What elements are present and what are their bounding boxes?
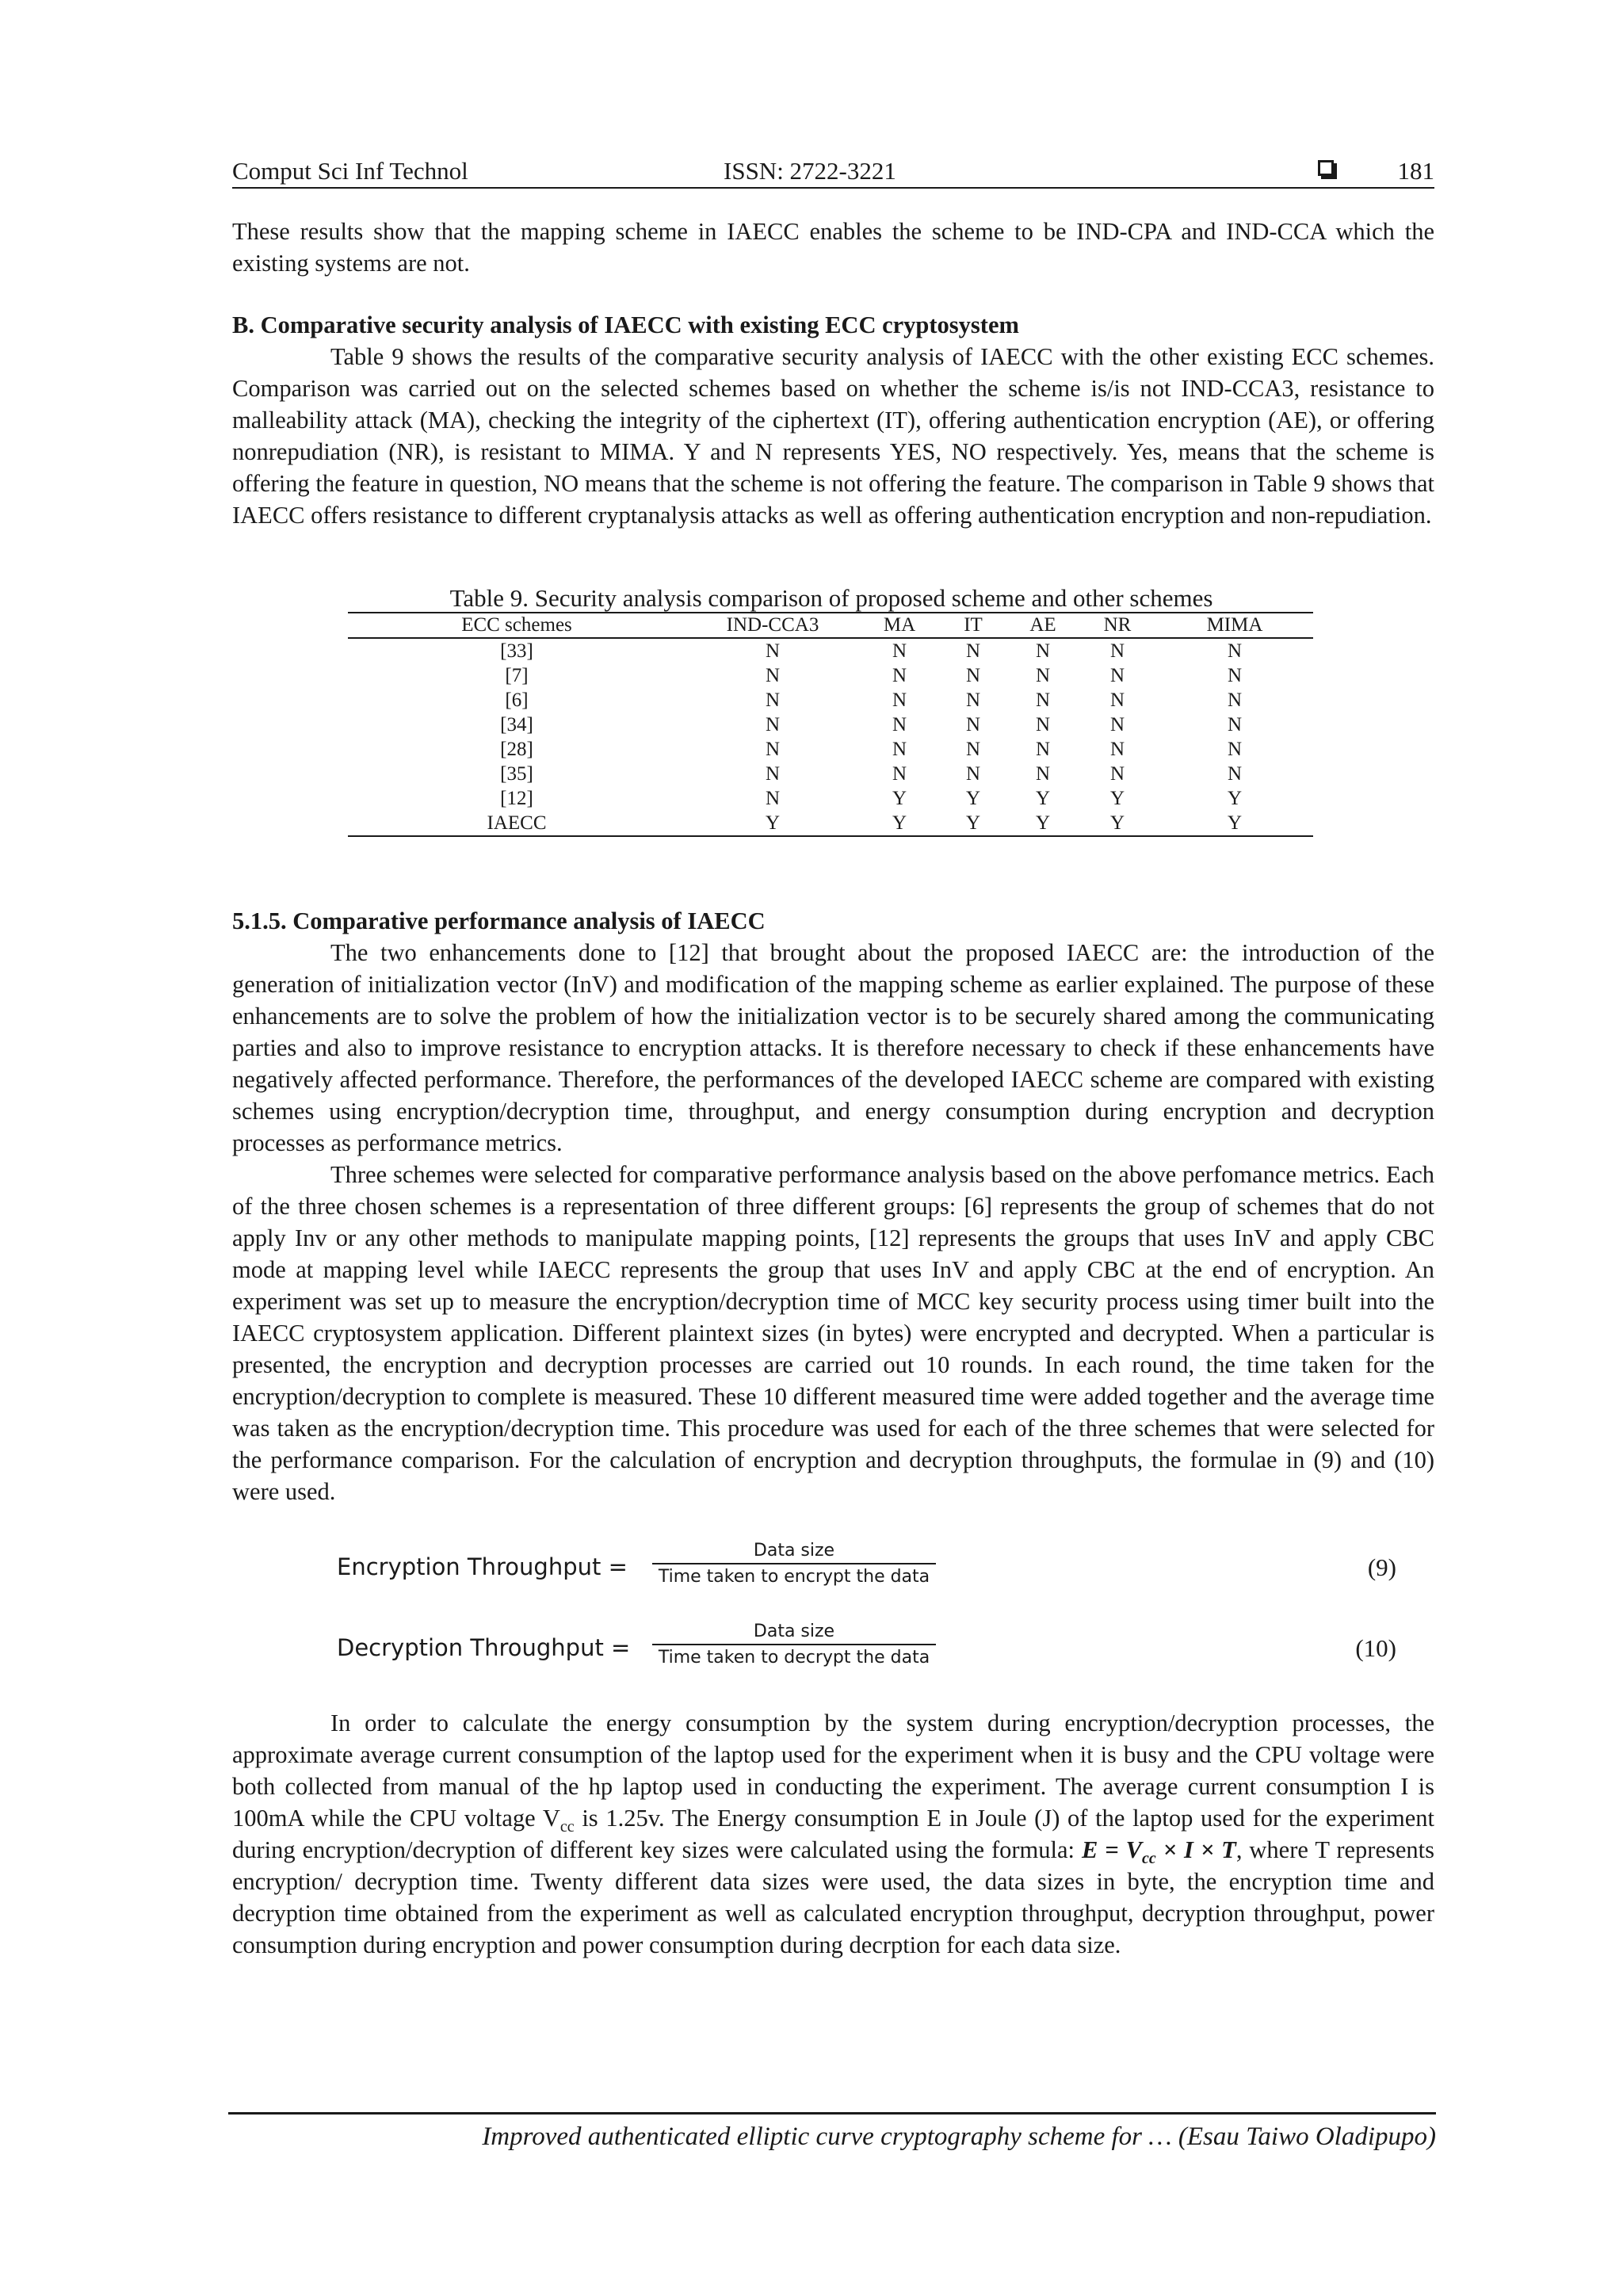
col-header: IND-CCA3 [685,613,860,638]
scheme-cell: [35] [500,762,533,785]
equation-fraction [652,1620,936,1671]
table-row [348,737,1313,762]
scheme-cell: [33] [500,640,533,662]
subscript-cc: cc [559,1818,575,1836]
section-515-heading: 5.1.5. Comparative performance analysis of IAECC [232,907,766,934]
scheme-cell: IAECC [348,811,685,836]
scheme-cell: [12] [500,787,533,809]
col-header: ECC schemes [348,613,685,638]
table-row [348,712,1313,737]
feature-cell: N [1035,689,1051,711]
feature-cell: N [1035,640,1051,662]
table-row [348,688,1313,712]
feature-cell: N [765,664,781,686]
footer-text: Improved authenticated elliptic curve cryptography scheme for … (Esau Taiwo Oladipupo) [482,2122,1436,2151]
feature-cell: N [892,689,907,711]
formula-subscript: cc [1141,1850,1156,1868]
scheme-cell: [34] [500,713,533,735]
feature-cell: N [1227,738,1243,760]
feature-cell: N [892,664,907,686]
feature-cell: N [1227,640,1243,662]
page [232,151,1434,1961]
feature-cell: N [1109,738,1125,760]
square-icon [1318,160,1334,176]
col-header: MA [860,613,939,638]
energy-text: In order to calculate the energy consumption by the system during encryption/decryption processes, the approximate average current consumption of the laptop used for the experiment when it is busy and the CPU voltage were both collected from manual of the hp laptop used in conducting the experiment. The average current consumption I is 100mA while the CPU voltage V [232,1710,1434,1832]
equation-denominator: Time taken to encrypt the data [658,1567,930,1587]
equation-numerator: Data size [652,1620,936,1645]
energy-formula [1081,1836,1236,1868]
feature-cell: N [765,762,781,785]
feature-cell: N [765,640,781,662]
feature-cell: Y [939,811,1007,836]
feature-cell: N [1109,664,1125,686]
feature-cell: N [965,738,981,760]
feature-cell: N [1227,762,1243,785]
energy-text: is 1.25v. The Energy consumption E in Joule (J) of the laptop used for the experiment during encryption/decryption of different key sizes were calculated using the formula: [232,1805,1435,1863]
issn: ISSN: 2722-3221 [724,157,896,185]
feature-cell: Y [1227,787,1243,809]
equation-10 [232,1617,1434,1680]
feature-cell: Y [1007,811,1079,836]
table-caption: Table 9. Security analysis comparison of proposed scheme and other schemes [449,584,1213,612]
feature-cell: Y [1079,811,1156,836]
section-b-paragraph: Table 9 shows the results of the comparative security analysis of IAECC with the other existing ECC schemes. Comparison was carried out on the selected schemes based on whether the scheme is/is not IND-CCA3, resistance to malleability attack (MA), checking the integrity of the ciphertext (IT), offering authentication encryption (AE), or offering nonrepudiation (NR), is resistant to MIMA. Y and N represents YES, NO respectively. Yes, means that the scheme is offering the feature in question, NO means that the scheme is not offering the feature. The comparison in Table 9 shows that IAECC offers resistance to different cryptanalysis attacks as well as offering authentication encryption and non-repudiation. [232,343,1434,529]
feature-cell: N [1035,738,1051,760]
feature-cell: N [1035,713,1051,735]
feature-cell: N [892,738,907,760]
section-515-paragraph-2: Three schemes were selected for comparative performance analysis based on the above perfomance metrics. Each of the three chosen schemes is a representation of three different groups: [6] represents the group of schemes that do not apply Inv or any other methods to manipulate mapping points, [12] represents the groups that uses InV and apply CBC mode at mapping level while IAECC represents the group that uses InV and apply CBC at the end of encryption. An experiment was set up to measure the encryption/decryption time of MCC key security process using timer built into the IAECC cryptosystem application. Different plaintext sizes (in bytes) were encrypted and decrypted. When a particular is presented, the encryption and decryption processes are carried out 10 rounds. In each round, the time taken for the encryption/decryption to complete is measured. These 10 different measured time were added together and the average time was taken as the encryption/decryption time. This procedure was used for each of the three schemes that were selected for the performance comparison. For the calculation of encryption and decryption throughputs, the formulae in (9) and (10) were used. [232,1161,1434,1505]
table-row [348,811,1313,836]
feature-cell: N [1227,689,1243,711]
feature-cell: N [765,738,781,760]
feature-cell: N [1227,664,1243,686]
feature-cell: N [892,762,907,785]
col-header: NR [1079,613,1156,638]
feature-cell: N [1035,664,1051,686]
feature-cell: N [765,713,781,735]
equation-lhs: Decryption Throughput = [337,1634,631,1661]
energy-text: , where T represents encryption/ decryption time. Twenty different data sizes were used, the data sizes in byte, the encryption time and decryption time obtained from the experiment as well as calculated encryption throughput, decryption throughput, power consumption during encryption and power consumption during decrption for each data size. [232,1836,1434,1958]
feature-cell: N [765,689,781,711]
feature-cell: N [765,787,781,809]
feature-cell: N [1109,762,1125,785]
feature-cell: N [1109,689,1125,711]
table-header-row [348,613,1313,638]
footer-rule [228,2112,1436,2115]
equation-lhs: Encryption Throughput = [337,1553,628,1580]
feature-cell: N [1035,762,1051,785]
col-header: AE [1007,613,1079,638]
table-row [348,638,1313,663]
feature-cell: Y [1035,787,1051,809]
feature-cell: Y [965,787,981,809]
journal-name: Comput Sci Inf Technol [232,157,468,185]
feature-cell: Y [892,787,907,809]
table-row [348,663,1313,688]
scheme-cell: [7] [505,664,529,686]
equation-denominator: Time taken to decrypt the data [658,1648,930,1668]
scheme-cell: [28] [500,738,533,760]
equation-label: (10) [1355,1634,1396,1662]
feature-cell: N [1227,713,1243,735]
feature-cell: N [965,640,981,662]
col-header: IT [939,613,1007,638]
equation-label: (9) [1367,1553,1396,1581]
feature-cell: Y [685,811,860,836]
formula-part: E = V [1081,1836,1142,1863]
col-header: MIMA [1156,613,1313,638]
table-9 [348,585,1313,837]
section-b-heading: B. Comparative security analysis of IAECC with existing ECC cryptosystem [232,311,1019,338]
header-rule [232,187,1434,189]
feature-cell: N [965,689,981,711]
feature-cell: Y [1156,811,1313,836]
feature-cell: N [965,713,981,735]
table-row [348,762,1313,786]
feature-cell: N [965,762,981,785]
equation-9 [232,1536,1434,1599]
scheme-cell: [6] [505,689,529,711]
feature-cell: Y [1109,787,1125,809]
feature-cell: N [892,713,907,735]
feature-cell: N [965,664,981,686]
feature-cell: N [892,640,907,662]
running-footer [228,2112,1436,2152]
feature-cell: N [1109,713,1125,735]
section-515-paragraph-1: The two enhancements done to [12] that brought about the proposed IAECC are: the introduction of the generation of initialization vector (InV) and modification of the mapping scheme as earlier explained. The purpose of these enhancements are to solve the problem of how the initialization vector is to be securely shared among the communicating parties and also to improve resistance to encryption attacks. It is therefore necessary to check if these enhancements have negatively affected performance. Therefore, the performances of the developed IAECC scheme are compared with existing schemes using encryption/decryption time, throughput, and energy consumption during encryption and decryption processes as performance metrics. [232,939,1434,1156]
table-row [348,786,1313,811]
feature-cell: N [1109,640,1125,662]
formula-part: × I × T [1155,1836,1236,1863]
intro-paragraph: These results show that the mapping scheme in IAECC enables the scheme to be IND-CPA and IND-CCA which the existing systems are not. [232,218,1434,277]
energy-paragraph [232,1707,1434,1961]
feature-cell: Y [860,811,939,836]
equation-fraction [652,1539,936,1590]
equation-numerator: Data size [652,1539,936,1564]
page-number: 181 [1397,157,1434,185]
running-header [232,151,1434,187]
